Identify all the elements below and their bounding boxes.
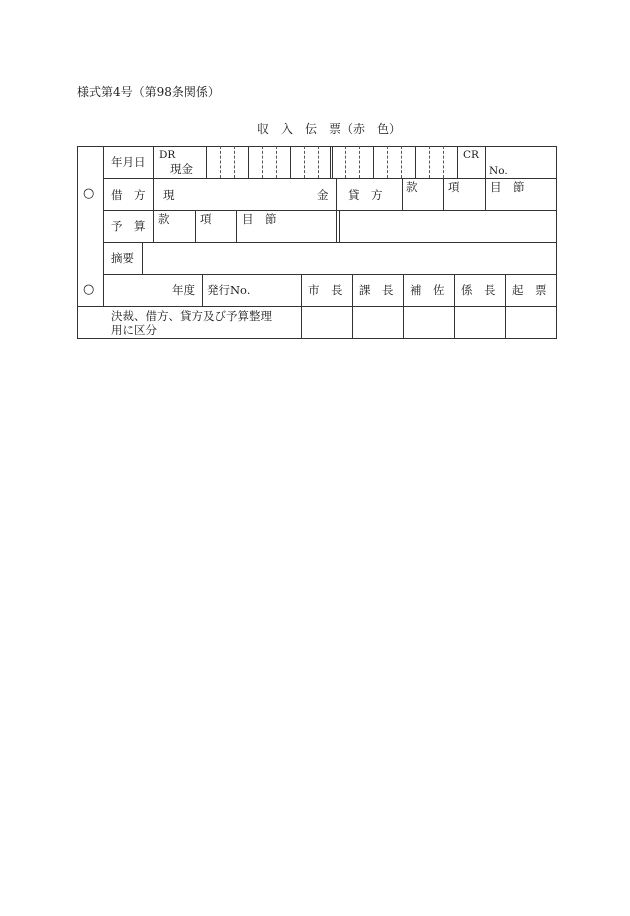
cash-label: 現金 xyxy=(170,162,193,176)
issue-no-label: 発行No. xyxy=(207,283,251,297)
budget-kou-label: 項 xyxy=(200,212,212,226)
border-left xyxy=(77,146,78,339)
voucher-no-label: No. xyxy=(489,165,508,177)
r5-v4 xyxy=(403,274,404,338)
approver-drafter: 起 票 xyxy=(512,283,547,297)
credit-label: 貸 方 xyxy=(348,188,383,202)
r1-d5 xyxy=(304,146,305,178)
r2-v2 xyxy=(336,178,337,210)
r1-g3 xyxy=(290,146,291,178)
row-line-2 xyxy=(103,210,557,211)
r1-d3 xyxy=(262,146,263,178)
r1-g5 xyxy=(373,146,374,178)
r1-g7 xyxy=(457,146,458,178)
r1-d7 xyxy=(345,146,346,178)
genkin-left-label: 現 xyxy=(163,188,175,202)
r1-d8 xyxy=(359,146,360,178)
r1-g1 xyxy=(206,146,207,178)
cr-label: CR xyxy=(463,149,479,161)
r1-v1 xyxy=(153,146,154,178)
r1-d1 xyxy=(220,146,221,178)
row-line-1 xyxy=(103,178,557,179)
classification-note-line2: 用に区分 xyxy=(111,323,157,337)
r1-d9 xyxy=(387,146,388,178)
dr-label: DR xyxy=(159,149,176,161)
r1-v-dr-end xyxy=(330,146,331,178)
genkin-right-label: 金 xyxy=(317,188,329,202)
r1-g6 xyxy=(415,146,416,178)
approver-mayor: 市 長 xyxy=(308,283,343,297)
r1-g4 xyxy=(332,146,333,178)
r1-g2 xyxy=(248,146,249,178)
approver-section-chief: 課 長 xyxy=(359,283,394,297)
approver-subsection-chief: 係 長 xyxy=(461,283,496,297)
budget-moku-setsu-label: 目 節 xyxy=(242,212,277,226)
punch-hole-mark-bottom: ○ xyxy=(83,282,95,297)
border-bottom xyxy=(77,338,557,339)
r1-d6 xyxy=(318,146,319,178)
r3-v1 xyxy=(153,210,154,242)
r1-d10 xyxy=(401,146,402,178)
r3-v4 xyxy=(336,210,337,242)
budget-kan-label: 款 xyxy=(158,212,170,226)
r1-d12 xyxy=(443,146,444,178)
r5-v1 xyxy=(202,274,203,306)
fiscal-year-label: 年度 xyxy=(172,283,195,297)
r5-v2 xyxy=(301,274,302,338)
date-label: 年月日 xyxy=(111,155,146,169)
summary-label: 摘要 xyxy=(111,251,134,265)
form-title: 収 入 伝 票（赤 色） xyxy=(257,122,402,136)
classification-note-line1: 決裁、借方、貸方及び予算整理 xyxy=(111,309,272,323)
r2-v1 xyxy=(153,178,154,210)
credit-kou-label: 項 xyxy=(448,180,460,194)
r1-v-cr-end xyxy=(485,146,486,178)
debit-label: 借 方 xyxy=(111,188,146,202)
credit-kan-label: 款 xyxy=(406,180,418,194)
row-line-4 xyxy=(103,274,557,275)
r1-d4 xyxy=(276,146,277,178)
form-number: 様式第4号（第98条関係） xyxy=(77,85,220,99)
r5-v3 xyxy=(352,274,353,338)
r4-v1 xyxy=(142,242,143,274)
r3-v2 xyxy=(195,210,196,242)
r5-v6 xyxy=(505,274,506,338)
r2-v5 xyxy=(485,178,486,210)
r2-v3 xyxy=(402,178,403,210)
budget-label: 予 算 xyxy=(111,219,146,233)
r5-v5 xyxy=(454,274,455,338)
punch-column-divider xyxy=(103,146,104,306)
r3-v5 xyxy=(339,210,340,242)
r1-d11 xyxy=(429,146,430,178)
punch-hole-mark-top: ○ xyxy=(83,186,95,201)
r1-d2 xyxy=(234,146,235,178)
r2-v4 xyxy=(443,178,444,210)
credit-moku-setsu-label: 目 節 xyxy=(490,180,525,194)
approver-assistant: 補 佐 xyxy=(410,283,445,297)
r3-v3 xyxy=(236,210,237,242)
row-line-3 xyxy=(103,242,557,243)
row-line-5 xyxy=(77,306,557,307)
